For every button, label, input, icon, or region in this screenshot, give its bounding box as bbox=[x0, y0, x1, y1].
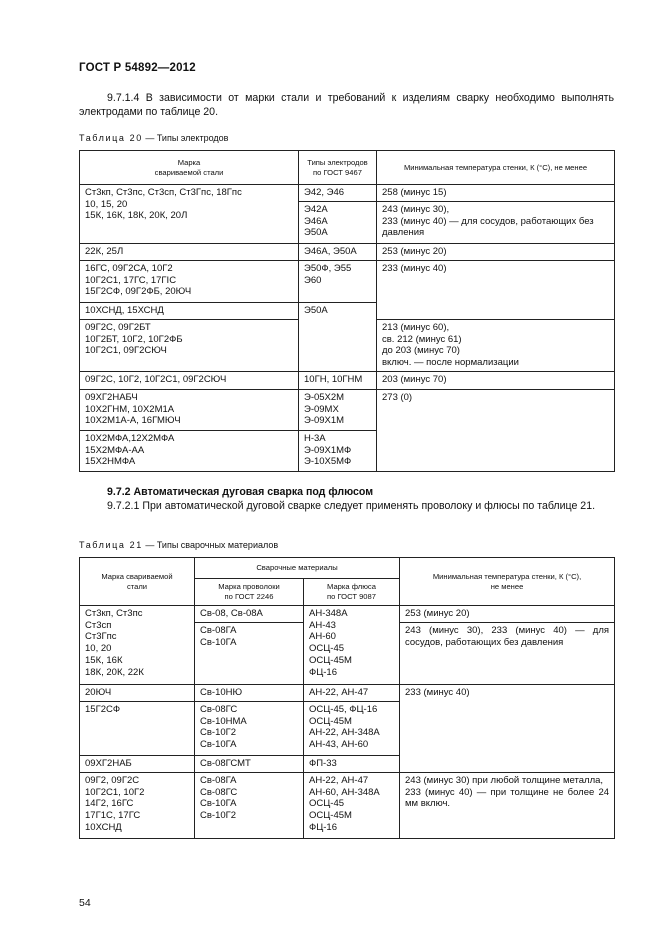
t20-cell: 22К, 25Л bbox=[80, 244, 299, 261]
t20-cell: 213 (минус 60), св. 212 (минус 61) до 203 (минус 70) включ. — после нормализации bbox=[377, 320, 615, 372]
t21-cell: ОСЦ-45, ФЦ-16 ОСЦ-45М АН-22, АН-348А АН-43, АН-60 bbox=[304, 702, 400, 756]
t21-cell: АН-22, АН-47 bbox=[304, 685, 400, 702]
t20-cell: 253 (минус 20) bbox=[377, 244, 615, 261]
t20-cell: Н-3А Э-09Х1МФ Э-10Х5МФ bbox=[299, 431, 377, 472]
t21-cell: 09ХГ2НАБ bbox=[80, 756, 195, 773]
t21-header-steel: Марка свариваемой стали bbox=[80, 558, 195, 606]
paragraph-9-7-1-4: 9.7.1.4 В зависимости от марки стали и требований к изделиям сварку необходимо выполнять электродами по таблице 20. bbox=[79, 92, 614, 118]
t21-cell: 253 (минус 20) bbox=[400, 606, 615, 623]
t21-cell: АН-22, АН-47 АН-60, АН-348А ОСЦ-45 ОСЦ-45М ФЦ-16 bbox=[304, 773, 400, 839]
t21-header-temp: Минимальная температура стенки, К (°С), не менее bbox=[400, 558, 615, 606]
section-heading-9-7-2: 9.7.2 Автоматическая дуговая сварка под флюсом bbox=[107, 486, 374, 498]
page-number: 54 bbox=[79, 897, 91, 909]
t20-header-temp: Минимальная температура стенки, К (°С), не менее bbox=[377, 151, 615, 185]
t20-cell: Э42А Э46А Э50А bbox=[299, 202, 377, 244]
t20-cell: 16ГС, 09Г2СА, 10Г2 10Г2С1, 17ГС, 17ГІС 15Г2СФ, 09Г2ФБ, 20ЮЧ bbox=[80, 261, 299, 303]
t21-cell: Св-08, Св-08А bbox=[195, 606, 304, 623]
t21-cell: 233 (минус 40) bbox=[400, 685, 615, 773]
table-21 bbox=[79, 557, 615, 839]
t20-cell: Э-05Х2М Э-09МХ Э-09Х1М bbox=[299, 390, 377, 431]
table-20-caption bbox=[79, 133, 228, 143]
t21-cell: 15Г2СФ bbox=[80, 702, 195, 756]
t21-header-materials: Сварочные материалы bbox=[195, 558, 400, 579]
t20-cell: 10Х2МФА,12Х2МФА 15Х2МФА-АА 15Х2НМФА bbox=[80, 431, 299, 472]
t20-cell: Ст3кп, Ст3пс, Ст3сп, Ст3Гпс, 18Гпс 10, 15, 20 15К, 16К, 18К, 20К, 20Л bbox=[80, 185, 299, 244]
t21-cell: Св-08ГА Св-08ГС Св-10ГА Св-10Г2 bbox=[195, 773, 304, 839]
t20-cell: 10ХСНД, 15ХСНД bbox=[80, 303, 299, 320]
t20-cell: 10ГН, 10ГНМ bbox=[299, 372, 377, 390]
t21-header-flux: Марка флюса по ГОСТ 9087 bbox=[304, 579, 400, 606]
t20-cell: 09ХГ2НАБЧ 10Х2ГНМ, 10Х2М1А 10Х2М1А-А, 16ГМЮЧ bbox=[80, 390, 299, 431]
t21-cell: Св-10НЮ bbox=[195, 685, 304, 702]
t20-header-electrode: Типы электродов по ГОСТ 9467 bbox=[299, 151, 377, 185]
t20-header-steel: Марка свариваемой стали bbox=[80, 151, 299, 185]
t20-cell: 233 (минус 40) bbox=[377, 261, 615, 320]
t21-cell: 243 (минус 30) при любой толщине металла, 233 (минус 40) — при толщине не более 24 мм включ. bbox=[400, 773, 615, 839]
t20-cell: 09Г2С, 09Г2БТ 10Г2БТ, 10Г2, 10Г2ФБ 10Г2С1, 09Г2СЮЧ bbox=[80, 320, 299, 372]
t20-cell: 243 (минус 30), 233 (минус 40) — для сосудов, работающих без давления bbox=[377, 202, 615, 244]
table-20-caption-label: Таблица 20 bbox=[79, 133, 143, 143]
table-21-caption-title: — Типы сварочных материалов bbox=[142, 540, 279, 550]
t20-cell: Э50Ф, Э55 Э60 bbox=[299, 261, 377, 303]
t21-cell: Св-08ГА Св-10ГА bbox=[195, 623, 304, 685]
t20-cell: 09Г2С, 10Г2, 10Г2С1, 09Г2СЮЧ bbox=[80, 372, 299, 390]
table-21-caption-label: Таблица 21 bbox=[79, 540, 143, 550]
table-20 bbox=[79, 150, 615, 472]
t20-cell: Э42, Э46 bbox=[299, 185, 377, 202]
t20-cell: Э46А, Э50А bbox=[299, 244, 377, 261]
t21-cell: Св-08ГСМТ bbox=[195, 756, 304, 773]
t21-cell: АН-348А АН-43 АН-60 ОСЦ-45 ОСЦ-45М ФЦ-16 bbox=[304, 606, 400, 685]
table-21-caption bbox=[79, 540, 278, 550]
document-header: ГОСТ Р 54892—2012 bbox=[79, 62, 196, 74]
t20-cell: Э50А bbox=[299, 303, 377, 372]
table-20-caption-title: — Типы электродов bbox=[142, 133, 229, 143]
t21-cell: 09Г2, 09Г2С 10Г2С1, 10Г2 14Г2, 16ГС 17Г1С, 17ГС 10ХСНД bbox=[80, 773, 195, 839]
t20-cell: 203 (минус 70) bbox=[377, 372, 615, 390]
t21-cell: Св-08ГС Св-10НМА Св-10Г2 Св-10ГА bbox=[195, 702, 304, 756]
t20-cell: 273 (0) bbox=[377, 390, 615, 472]
t21-cell: 20ЮЧ bbox=[80, 685, 195, 702]
t21-cell: Ст3кп, Ст3пс Ст3сп Ст3Гпс 10, 20 15К, 16К 18К, 20К, 22К bbox=[80, 606, 195, 685]
paragraph-9-7-2-1: 9.7.2.1 При автоматической дуговой сварке следует применять проволоку и флюсы по таблице 21. bbox=[107, 500, 596, 512]
t20-cell: 258 (минус 15) bbox=[377, 185, 615, 202]
t21-cell: ФП-33 bbox=[304, 756, 400, 773]
t21-header-wire: Марка проволоки по ГОСТ 2246 bbox=[195, 579, 304, 606]
t21-cell: 243 (минус 30), 233 (минус 40) — для сосудов, работающих без давления bbox=[400, 623, 615, 685]
